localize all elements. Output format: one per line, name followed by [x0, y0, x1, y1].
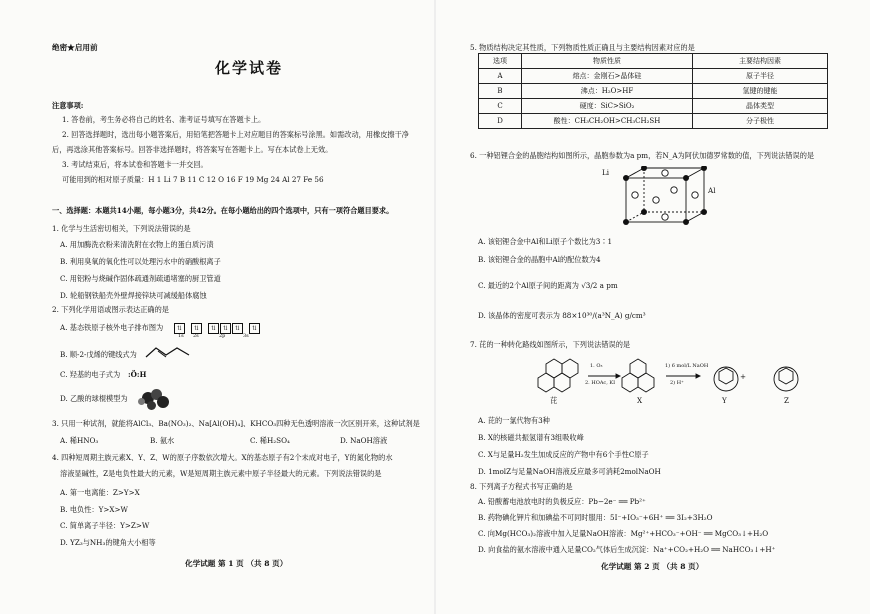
- q4-option-a: A. 第一电离能：Z>Y>X: [60, 488, 140, 497]
- q7-stem: 7. 芘的一种转化路线如图所示，下列说法错误的是: [470, 340, 631, 349]
- page-title: 化学试卷: [215, 59, 284, 77]
- q6-option-d: D. 该晶体的密度可表示为 88×10³⁰/(a³N_A) g/cm³: [478, 311, 646, 320]
- orbital-label-3s: 3s: [243, 333, 249, 339]
- q8-stem: 8. 下列离子方程式书写正确的是: [470, 482, 573, 491]
- table-cell: 原子半径: [693, 69, 828, 84]
- table-header: 物质性质: [522, 54, 693, 69]
- q6-option-b: B. 该铝锂合金的晶胞中Al的配位数为4: [478, 255, 601, 264]
- notice-item-3: 3. 考试结束后，将本试卷和答题卡一并交回。: [62, 160, 208, 169]
- label-x: X: [637, 396, 643, 405]
- label-pyrene: 芘: [550, 396, 558, 405]
- q7-option-d: D. 1molZ与足量NaOH溶液反应最多可消耗2molNaOH: [478, 467, 661, 476]
- q5-stem: 5. 物质结构决定其性质，下列物质性质正确且与主要结构因素对应的是: [470, 43, 695, 52]
- q2-stem: 2. 下列化学用语或图示表达正确的是: [52, 305, 169, 314]
- orbital-box: ⇅: [208, 323, 219, 334]
- unit-cell-al-label: Al: [708, 186, 716, 195]
- table-cell: 氢键的键能: [693, 84, 828, 99]
- notice-item-2-cont: 后，再选涂其他答案标号。回答非选择题时，将答案写在答题卡上。写在本试卷上无效。: [52, 145, 333, 154]
- q7-option-a: A. 芘的一氯代物有3种: [478, 416, 550, 425]
- secret-mark: 绝密★启用前: [52, 43, 98, 52]
- q2-option-b: B. 顺-2-戊烯的键线式为: [60, 350, 137, 359]
- label-y: Y: [722, 396, 727, 405]
- q6-stem: 6. 一种铝锂合金的晶胞结构如图所示，晶胞参数为a pm，若N_A为阿伏加德罗常数的值，下列说法错误的是: [470, 151, 815, 160]
- orbital-label-2p: 2p: [219, 333, 226, 339]
- label-z: Z: [784, 396, 789, 405]
- q1-stem: 1. 化学与生活密切相关，下列说法错误的是: [52, 224, 191, 233]
- q3-option-a: A. 稀HNO₃: [60, 436, 99, 445]
- hydroxyl-electron-formula: :Ö:H: [128, 370, 147, 379]
- table-cell: A: [479, 69, 522, 84]
- q4-option-b: B. 电负性：Y>X>W: [60, 505, 128, 514]
- table-header: 选项: [479, 54, 522, 69]
- notice-item-1: 1. 答卷前，考生务必将自己的姓名、准考证号填写在答题卡上。: [62, 115, 266, 124]
- orbital-box: ⇅: [232, 323, 243, 334]
- atomic-masses: 可能用到的相对原子质量：H 1 Li 7 B 11 C 12 O 16 F 19 Mg 24 Al 27 Fe 56: [62, 175, 324, 184]
- q3-option-c: C. 稀H₂SO₄: [250, 436, 290, 445]
- table-cell: 沸点：H₂O>HF: [522, 84, 693, 99]
- step1-reagent-1: 1. O₃: [590, 363, 603, 369]
- q8-option-c: C. 向Mg(HCO₃)₂溶液中加入足量NaOH溶液：Mg²⁺+HCO₃⁻+OH⁻ ══ MgCO₃↓+H₂O: [478, 529, 769, 538]
- table-header-row: [479, 54, 828, 69]
- q1-option-d: D. 轮船钢铁船壳外壁焊接锌块可减缓船体腐蚀: [60, 291, 207, 300]
- q8-option-b: B. 药物碘化钾片和加碘盐不可同时服用：5I⁻+IO₃⁻+6H⁺ ══ 3I₂+3H₂O: [478, 513, 713, 522]
- orbital-box: ⇅: [220, 323, 231, 334]
- acetic-acid-ball-stick-model: [138, 386, 172, 410]
- q4-stem-line2: 溶液显碱性，Z是电负性最大的元素，W是短周期主族元素中原子半径最大的元素。下列说法错误的是: [60, 469, 382, 478]
- step2-reagent-1: 1) 6 mol/L NaOH: [665, 363, 709, 369]
- table-cell: 熔点：金刚石>晶体硅: [522, 69, 693, 84]
- q7-option-c: C. X与足量H₂发生加成反应的产物中有6个手性C原子: [478, 450, 649, 459]
- q7-option-b: B. X的核磁共振氢谱有3组吸收峰: [478, 433, 584, 442]
- step1-reagent-2: 2. HOAc, KI: [585, 380, 616, 386]
- table-row: [479, 114, 828, 129]
- q1-option-c: C. 用铝粉与烧碱作固体疏通剂疏通堵塞的厨卫管道: [60, 274, 221, 283]
- product-plus: +: [740, 372, 747, 381]
- pentene-skeletal-formula: [144, 343, 192, 361]
- q3-option-d: D. NaOH溶液: [340, 436, 388, 445]
- q3-option-b: B. 氨水: [150, 436, 175, 445]
- q6-option-a: A. 该铝锂合金中Al和Li原子个数比为3∶1: [478, 237, 613, 246]
- table-row: [479, 84, 828, 99]
- table-cell: D: [479, 114, 522, 129]
- q1-option-a: A. 用加酶洗衣粉来清洗附在衣物上的蛋白质污渍: [60, 240, 214, 249]
- q8-option-d: D. 向食盐的氨水溶液中通入足量CO₂气体后生成沉淀：Na⁺+CO₂+H₂O ══ NaHCO₃↓+H⁺: [478, 545, 776, 554]
- page-footer: 化学试题 第 1 页 （共 8 页）: [185, 559, 288, 568]
- q2-option-a: A. 基态铁原子核外电子排布图为: [60, 323, 164, 332]
- unit-cell-diagram: [612, 166, 712, 236]
- table-cell: C: [479, 99, 522, 114]
- table-cell: 酸性：CH₃CH₂OH>CH₃CH₂SH: [522, 114, 693, 129]
- notice-item-2: 2. 回答选择题时，选出每小题答案后，用铅笔把答题卡上对应题目的答案标号涂黑。如需改动，用橡皮擦干净: [62, 130, 409, 139]
- table-cell: 晶体类型: [693, 99, 828, 114]
- q4-option-d: D. YZ₃与NH₃的键角大小相等: [60, 538, 156, 547]
- orbital-box: ⇅: [191, 323, 202, 334]
- q4-stem-line1: 4. 四种短周期主族元素X、Y、Z、W的原子序数依次增大。X的基态原子有2个未成对电子，Y的氮化物的水: [52, 453, 393, 462]
- notice-heading: 注意事项:: [52, 101, 84, 110]
- page-footer: 化学试题 第 2 页 （共 8 页）: [601, 562, 704, 571]
- q3-stem: 3. 只用一种试剂，就能将AlCl₃、Ba(NO₃)₂、Na[Al(OH)₄]、KHCO₃四种无色透明溶液一次区别开来，这种试剂是: [52, 419, 420, 428]
- q8-option-a: A. 铅酸蓄电池放电时的负极反应：Pb−2e⁻ ══ Pb²⁺: [478, 497, 646, 506]
- orbital-box: ⇅: [174, 323, 185, 334]
- table-row: [479, 99, 828, 114]
- q1-option-b: B. 利用臭氧的氧化性可以处理污水中的硝酸根离子: [60, 257, 221, 266]
- step2-reagent-2: 2) H⁺: [670, 380, 684, 386]
- q2-option-d: D. 乙酸的球棍模型为: [60, 394, 128, 403]
- orbital-label-1s: 1s: [178, 333, 184, 339]
- table-header: 主要结构因素: [693, 54, 828, 69]
- orbital-box: ⇅: [249, 323, 260, 334]
- q5-table: [478, 53, 828, 129]
- orbital-label-2s: 2s: [193, 333, 199, 339]
- q4-option-c: C. 简单离子半径：Y>Z>W: [60, 521, 150, 530]
- q6-option-c: C. 最近的2个Al原子间的距离为 √3/2 a pm: [478, 281, 618, 290]
- section-heading: 一、选择题：本题共14小题，每小题3分，共42分。在每小题给出的四个选项中，只有一项符合题目要求。: [52, 206, 394, 215]
- table-row: [479, 69, 828, 84]
- table-cell: B: [479, 84, 522, 99]
- table-cell: 分子极性: [693, 114, 828, 129]
- q2-option-c: C. 羟基的电子式为: [60, 370, 121, 379]
- unit-cell-li-label: Li: [602, 168, 610, 177]
- table-cell: 硬度：SiC>SiO₂: [522, 99, 693, 114]
